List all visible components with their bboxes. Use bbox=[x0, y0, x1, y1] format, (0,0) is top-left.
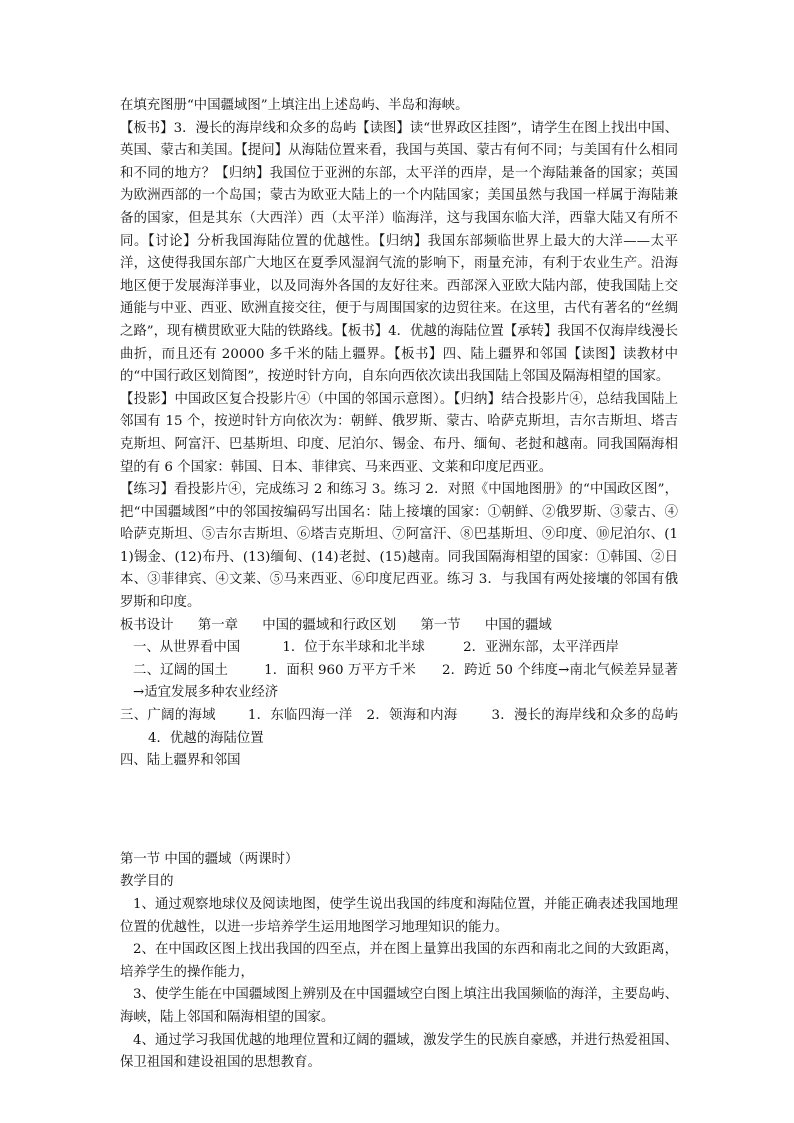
section-spacer bbox=[120, 773, 678, 849]
outline-line-2 bbox=[120, 660, 678, 705]
outline-line-3-title: 三、广阔的海域 bbox=[120, 708, 216, 724]
teaching-section bbox=[120, 849, 678, 1075]
outline-heading bbox=[120, 615, 678, 638]
outline-line-1-title: 一、从世界看中国 bbox=[133, 640, 241, 656]
section-title: 第一节 中国的疆域（两课时） bbox=[120, 851, 299, 867]
outline-line-1-item-2: 2．亚洲东部，太平洋西岸 bbox=[463, 640, 619, 656]
objective-item: 1、通过观察地球仪及阅读地图，使学生说出我国的纬度和海陆位置，并能正确表述我国地理位置的优越性，以进一步培养学生运用地图学习地理知识的能力。 bbox=[120, 897, 678, 935]
outline-section: 第一节 bbox=[420, 617, 461, 633]
objective-item: 3、使学生能在中国疆域图上辨别及在中国疆域空白图上填注出我国频临的海洋，主要岛屿、海峡，陆上邻国和隔海相望的国家。 bbox=[120, 987, 678, 1025]
paragraph-exercises: 【练习】看投影片④，完成练习 2 和练习 3。练习 2．对照《中国地图册》的“中国政区图”，把“中国疆域图”中的邻国按编码写出国名：陆上接壤的国家：①朝鲜、②俄罗斯、③蒙古、④哈萨克斯坦、⑤吉尔吉斯坦、⑥塔吉克斯坦、⑦阿富汗、⑧巴基斯坦、⑨印度、⑩尼泊尔、(11)锡金、(12)布丹、(13)缅甸、(14)老挝、(15)越南。同我国隔海相望的国家：①韩国、②日本、③菲律宾、④文莱、⑤马来西亚、⑥印度尼西亚。练习 3．与我国有两处接壤的邻国有俄罗斯和印度。 bbox=[120, 482, 678, 611]
outline-line-1 bbox=[120, 637, 678, 660]
outline-line-3-item-3: 3．漫长的海岸线和众多的岛屿 bbox=[491, 708, 678, 724]
board-outline bbox=[120, 615, 678, 773]
outline-chapter-title: 中国的疆域和行政区划 bbox=[262, 617, 397, 633]
outline-line-4 bbox=[120, 750, 678, 773]
outline-line-4-title: 四、陆上疆界和邻国 bbox=[120, 753, 241, 769]
objective-item: 4、通过学习我国优越的地理位置和辽阔的疆域，激发学生的民族自豪感，并进行热爱祖国、保卫祖国和建设祖国的思想教育。 bbox=[120, 1032, 678, 1071]
outline-line-3-item-2: 2．领海和内海 bbox=[366, 708, 458, 724]
section-subtitle: 教学目的 bbox=[120, 874, 174, 890]
outline-line-3-item-4: 4．优越的海陆位置 bbox=[148, 730, 264, 746]
outline-line-3-item-1: 1．东临四海一洋 bbox=[247, 708, 353, 724]
outline-section-title: 中国的疆域 bbox=[484, 617, 552, 633]
outline-line-1-item-1: 1．位于东半球和北半球 bbox=[282, 640, 425, 656]
outline-line-3 bbox=[120, 705, 678, 750]
outline-line-2-item-1: 1．面积 960 万平方千米 bbox=[264, 662, 416, 678]
outline-line-2-item-2: 2．跨近 50 个纬度→南北气候差异显著→适宜发展多种农业经济 bbox=[133, 662, 679, 701]
objective-item: 2、在中国政区图上找出我国的四至点，并在图上量算出我国的东西和南北之间的大致距离，培养学生的操作能力， bbox=[120, 942, 678, 980]
outline-chapter: 第一章 bbox=[197, 617, 238, 633]
paragraph-fill-map: 在填充图册“中国疆域图”上填注出上述岛屿、半岛和海峡。 bbox=[120, 98, 469, 113]
document-page bbox=[120, 95, 678, 1075]
paragraph-neighbors: 【投影】中国政区复合投影片④（中国的邻国示意图）。【归纳】结合投影片④，总结我国陆上邻国有 15 个，按逆时针方向依次为：朝鲜、俄罗斯、蒙古、哈萨克斯坦，吉尔吉斯坦、塔吉克斯坦、阿富汗、巴基斯坦、印度、尼泊尔、锡金、布丹、缅甸、老挝和越南。同我国隔海相望的有 6 个国家：韩国、日本、菲律宾、马来西亚、文莱和印度尼西亚。 bbox=[120, 391, 678, 475]
outline-heading-label: 板书设计 bbox=[120, 617, 174, 633]
paragraph-coastline-lesson: 【板书】3．漫长的海岸线和众多的岛屿【读图】读“世界政区挂图”，请学生在图上找出中国、英国、蒙古和美国。【提问】从海陆位置来看，我国与英国、蒙古有何不同；与美国有什么相同和不同的地方？【归纳】我国位于亚洲的东部，太平洋的西岸，是一个海陆兼备的国家；英国为欧洲西部的一个岛国；蒙古为欧亚大陆上的一个内陆国家；美国虽然与我国一样属于海陆兼备的国家，但是其东（大西洋）西（太平洋）临海洋，这与我国东临大洋，西靠大陆又有所不同。【讨论】分析我国海陆位置的优越性。【归纳】我国东部频临世界上最大的大洋——太平洋，这使得我国东部广大地区在夏季风湿润气流的影响下，雨量充沛，有利于农业生产。沿海地区便于发展海洋事业，以及同海外各国的友好往来。西部深入亚欧大陆内部，使我国陆上交通能与中亚、西亚、欧洲直接交往，便于与周围国家的边贸往来。在这里，古代有著名的“丝绸之路”，现有横贯欧亚大陆的铁路线。【板书】4．优越的海陆位置【承转】我国不仅海岸线漫长曲折，而且还有 20000 多千米的陆上疆界。【板书】四、陆上疆界和邻国【读图】读教材中的“中国行政区划简图”，按逆时针方向，自东向西依次读出我国陆上邻国及隔海相望的国家。 bbox=[120, 120, 678, 385]
outline-line-2-title: 二、辽阔的国土 bbox=[133, 662, 229, 678]
